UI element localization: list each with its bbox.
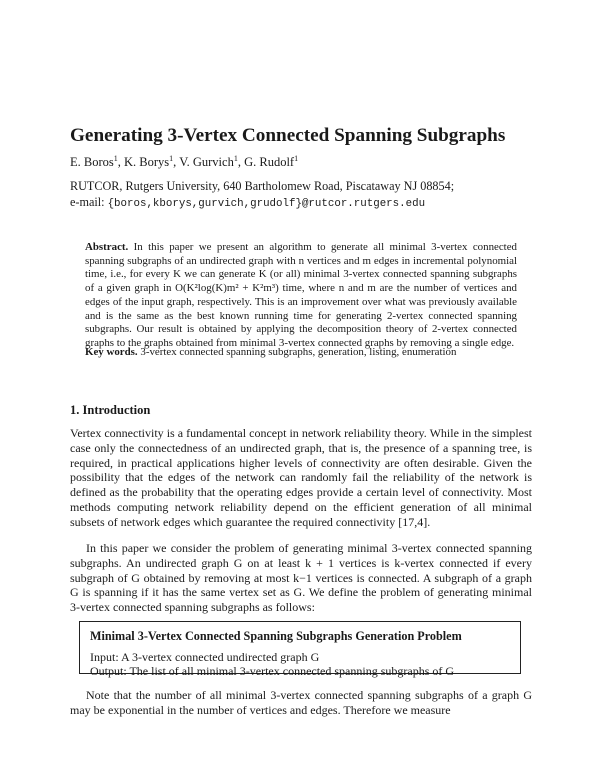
author-mark: 1 — [294, 154, 299, 163]
abstract-label: Abstract. — [85, 241, 129, 253]
author-name: E. Boros — [70, 155, 114, 170]
problem-title: Minimal 3-Vertex Connected Spanning Subgraphs Generation Problem — [90, 629, 462, 643]
keywords-label: Key words. — [85, 346, 138, 358]
intro-paragraph-3: Note that the number of all minimal 3-vertex connected spanning subgraphs of a graph G may be exponential in the number of vertices and edges. Therefore we measure — [70, 688, 532, 717]
abstract-text: In this paper we present an algorithm to generate all minimal 3-vertex connected spanning subgraphs of an undirected graph with n vertices and m edges in incremental polynomial time, i.e., for every K we can generate K (or all) minimal 3-vertex connected spanning subgraphs of a given graph in O(K²log(K)m² + K²m³) time, where n and m are the number of vertices and edges of the input graph, respectively. This is an improvement over what was previously available and is the same as the best known running time for generating 2-vertex connected spanning subgraphs. Our result is obtained by applying the decomposition theory of 2-vertex connected graphs to the graphs obtained from minimal 3-vertex connected graphs by removing a single edge. — [85, 241, 517, 349]
keywords-text: 3-vertex connected spanning subgraphs, generation, listing, enumeration — [140, 346, 457, 358]
intro-paragraph-2: In this paper we consider the problem of generating minimal 3-vertex connected spanning subgraphs. An undirected graph G on at least k + 1 vertices is k-vertex connected if every subgraph of G obtained by removing at most k−1 vertices is connected. A subgraph of a graph G is spanning if it has the same vertex set as G. We define the problem of generating minimal 3-vertex connected spanning subgraphs as follows: — [70, 541, 532, 615]
author-mark: 1 — [233, 154, 238, 163]
abstract — [85, 241, 517, 351]
email-label: e-mail: — [70, 195, 105, 209]
problem-definition-box — [79, 621, 521, 678]
author-mark: 1 — [169, 154, 174, 163]
author-list: E. Boros$^1$, K. Borys$^1$, V. Gurvich$^1$, G. Rudolf$^1$ — [70, 154, 299, 170]
affiliation: RUTCOR, Rutgers University, 640 Bartholomew Road, Piscataway NJ 08854; — [70, 179, 455, 193]
section-heading: 1. Introduction — [70, 403, 151, 417]
email-address[interactable]: {boros,kborys,gurvich,grudolf}@rutcor.rutgers.edu — [107, 198, 426, 210]
author-name: G. Rudolf — [244, 155, 295, 170]
affiliation-block — [70, 178, 454, 212]
intro-paragraph-1: Vertex connectivity is a fundamental concept in network reliability theory. While in the simplest case only the connectedness of an undirected graph, that is, the presence of a spanning tree, is required, in practical applications higher levels of connectivity are often desirable. Given the possibility that the edges of the network can randomly fail the reliability of the network is defined as the probability that the operating edges provide a certain level of connectivity. Most methods computing network reliability depend on the efficient generation of all minimal subsets of network edges which guarantee the required connectivity [17,4]. — [70, 426, 532, 529]
paper-title: Generating 3-Vertex Connected Spanning Subgraphs — [70, 125, 506, 146]
author-name: K. Borys — [124, 155, 170, 170]
keywords — [85, 346, 517, 358]
email-line — [70, 194, 454, 212]
author-name: V. Gurvich — [179, 155, 234, 170]
problem-input: Input: A 3-vertex connected undirected graph G — [90, 650, 320, 664]
problem-output: Output: The list of all minimal 3-vertex connected spanning subgraphs of G — [90, 664, 455, 678]
author-mark: 1 — [113, 154, 118, 163]
